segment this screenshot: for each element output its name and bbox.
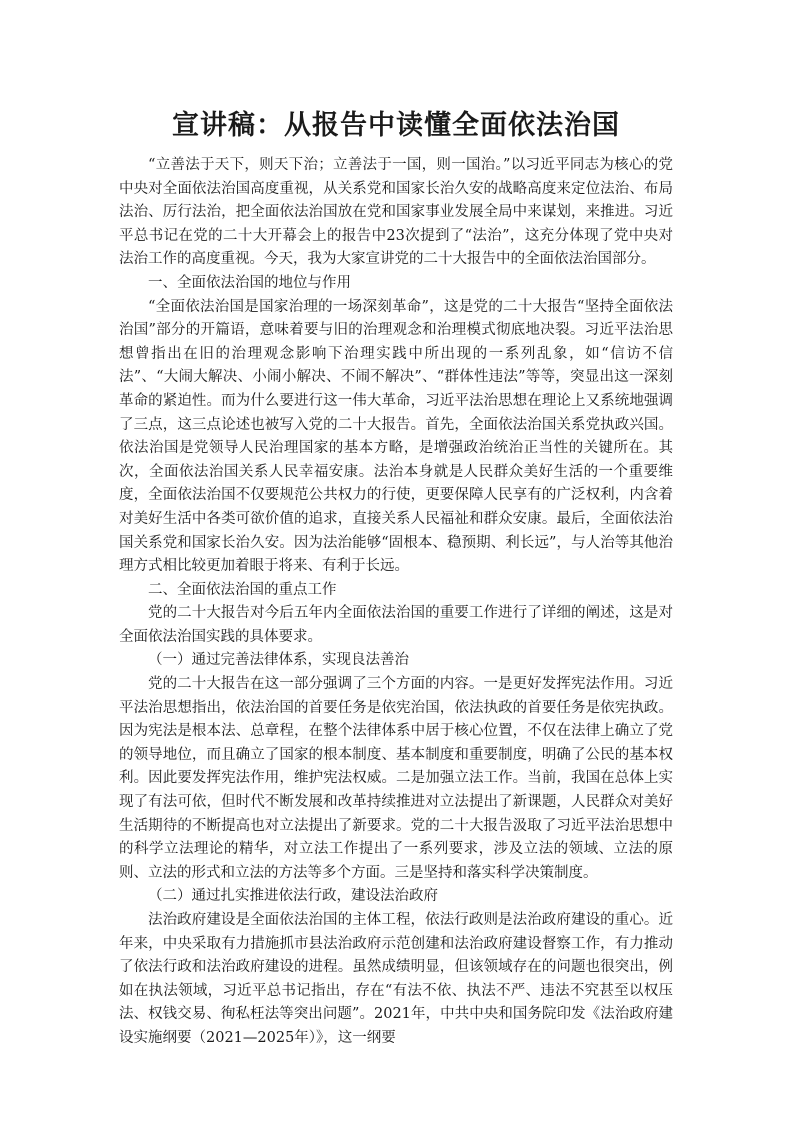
- section-heading-2: 二、全面依法治国的重点工作: [148, 581, 337, 598]
- paragraph-rule-of-law-government: 法治政府建设是全面依法治国的主体工程，依法行政则是法治政府建设的重心。近年来，中央采取有力措施抓市县法治政府示范创建和法治政府建设督察工作，有力推动了依法行政和法治政府建设的进程。虽然成绩明显，但该领域存在的问题也很突出，例如在执法领域，习近平总书记指出，存在“有法不依、执法不严、违法不究甚至以权压法、权钱交易、徇私枉法等突出问题”。2021年，中共中央和国务院印发《法治政府建设实施纲要（2021—2025年）》，这一纲要: [119, 912, 673, 1046]
- subsection-heading-2: （二）通过扎实推进依法行政，建设法治政府: [148, 888, 438, 905]
- document-title: 宣讲稿：从报告中读懂全面依法治国: [172, 110, 620, 141]
- subsection-heading-1: （一）通过完善法律体系，实现良法善治: [148, 652, 409, 669]
- paragraph-role: “全面依法治国是国家治理的一场深刻革命”，这是党的二十大报告“坚持全面依法治国”部分的开篇语，意味着要与旧的治理观念和治理模式彻底地决裂。习近平法治思想曾指出在旧的治理观念影响下治理实践中所出现的一系列乱象，如“信访不信法”、“大闹大解决、小闹小解决、不闹不解决”、“群体性违法”等等，突显出这一深刻革命的紧迫性。而为什么要进行这一伟大革命，习近平法治思想在理论上又系统地强调了三点，这三点论述也被写入党的二十大报告。首先，全面依法治国关系党执政兴国。依法治国是党领导人民治理国家的基本方略，是增强政治统治正当性的关键所在。其次，全面依法治国关系人民幸福安康。法治本身就是人民群众美好生活的一个重要维度，全面依法治国不仅要规范公共权力的行使，更要保障人民享有的广泛权利，内含着对美好生活中各类可欲价值的追求，直接关系人民福祉和群众安康。最后，全面依法治国关系党和国家长治久安。因为法治能够“固根本、稳预期、利长远”，与人治等其他治理方式相比较更加着眼于将来、有利于长远。: [119, 298, 673, 575]
- paragraph-intro: “立善法于天下，则天下治；立善法于一国，则一国治。”以习近平同志为核心的党中央对全面依法治国高度重视，从关系党和国家长治久安的战略高度来定位法治、布局法治、厉行法治，把全面依法治国放在党和国家事业发展全局中来谋划，来推进。习近平总书记在党的二十大开幕会上的报告中23次提到了“法治”，这充分体现了党中央对法治工作的高度重视。今天，我为大家宣讲党的二十大报告中的全面依法治国部分。: [119, 157, 673, 268]
- section-heading-1: 一、全面依法治国的地位与作用: [148, 274, 351, 291]
- document-page: [119, 106, 673, 1051]
- paragraph-legal-system: 党的二十大报告在这一部分强调了三个方面的内容。一是更好发挥宪法作用。习近平法治思想指出，依法治国的首要任务是依宪治国，依法执政的首要任务是依宪执政。因为宪法是根本法、总章程，在整个法律体系中居于核心位置，不仅在法律上确立了党的领导地位，而且确立了国家的根本制度、基本制度和重要制度，明确了公民的基本权利。因此要发挥宪法作用，维护宪法权威。二是加强立法工作。当前，我国在总体上实现了有法可依，但时代不断发展和改革持续推进对立法提出了新课题，人民群众对美好生活期待的不断提高也对立法提出了新要求。党的二十大报告汲取了习近平法治思想中的科学立法理论的精华，对立法工作提出了一系列要求，涉及立法的领域、立法的原则、立法的形式和立法的方法等多个方面。三是坚持和落实科学决策制度。: [119, 676, 673, 881]
- paragraph-key-work: 党的二十大报告对今后五年内全面依法治国的重要工作进行了详细的阐述，这是对全面依法治国实践的具体要求。: [119, 605, 673, 645]
